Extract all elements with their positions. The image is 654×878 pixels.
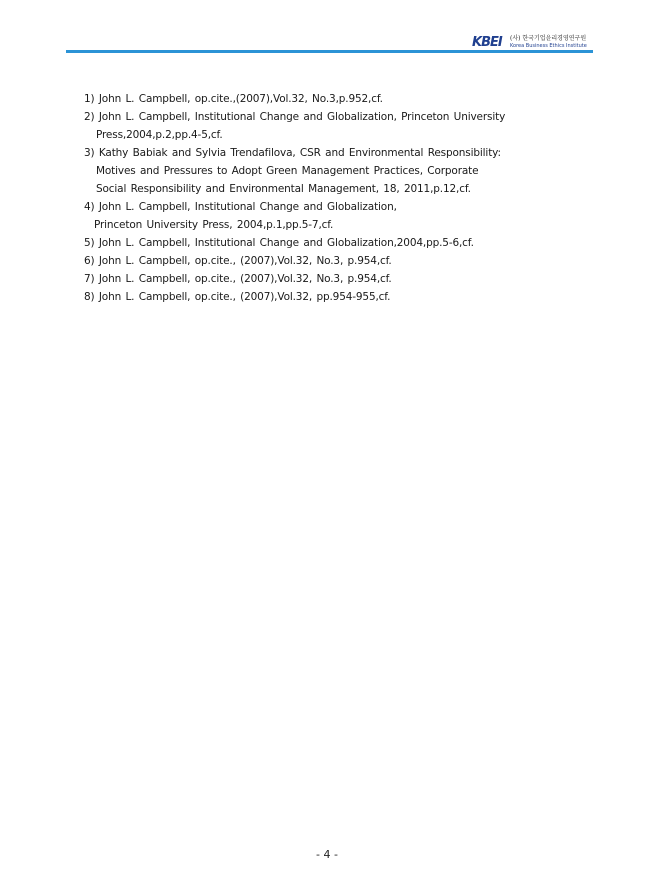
- page-header: [0, 0, 654, 56]
- endnote-line: 8) John L. Campbell, op.cite., (2007),Vol.32, pp.954-955,cf.: [84, 291, 391, 303]
- endnote-line: 1) John L. Campbell, op.cite.,(2007),Vol.32, No.3,p.952,cf.: [84, 93, 383, 105]
- endnote-line: 3) Kathy Babiak and Sylvia Trendafilova, CSR and Environmental Responsibility:: [84, 147, 501, 159]
- header-rule: [66, 50, 593, 53]
- logo-korean-name: (사) 한국기업윤리경영연구원: [510, 35, 587, 42]
- endnotes-list: [84, 90, 524, 306]
- logo-english-name: Korea Business Ethics Institute: [510, 43, 587, 49]
- logo-text: [510, 35, 594, 51]
- endnote-line: 2) John L. Campbell, Institutional Change and Globalization, Princeton University: [84, 111, 506, 123]
- page-number: - 4 -: [316, 848, 338, 861]
- endnote-5: [84, 234, 524, 252]
- endnote-line: 6) John L. Campbell, op.cite., (2007),Vol.32, No.3, p.954,cf.: [84, 255, 392, 267]
- endnote-7: [84, 270, 524, 288]
- endnote-3: [84, 144, 524, 198]
- endnote-line: Social Responsibility and Environmental Management, 18, 2011,p.12,cf.: [96, 183, 471, 195]
- endnote-line: 7) John L. Campbell, op.cite., (2007),Vol.32, No.3, p.954,cf.: [84, 273, 392, 285]
- kbei-logo: KBEI: [472, 35, 502, 50]
- endnote-6: [84, 252, 524, 270]
- endnote-8: [84, 288, 524, 306]
- endnote-4: [84, 198, 524, 234]
- endnote-1: [84, 90, 524, 108]
- endnote-line: Princeton University Press, 2004,p.1,pp.5-7,cf.: [94, 219, 334, 231]
- endnote-line: 4) John L. Campbell, Institutional Change and Globalization,: [84, 201, 397, 213]
- endnote-2: [84, 108, 524, 144]
- endnote-line: Motives and Pressures to Adopt Green Management Practices, Corporate: [96, 165, 479, 177]
- endnote-line: 5) John L. Campbell, Institutional Change and Globalization,2004,pp.5-6,cf.: [84, 237, 474, 249]
- endnote-line: Press,2004,p.2,pp.4-5,cf.: [96, 129, 223, 141]
